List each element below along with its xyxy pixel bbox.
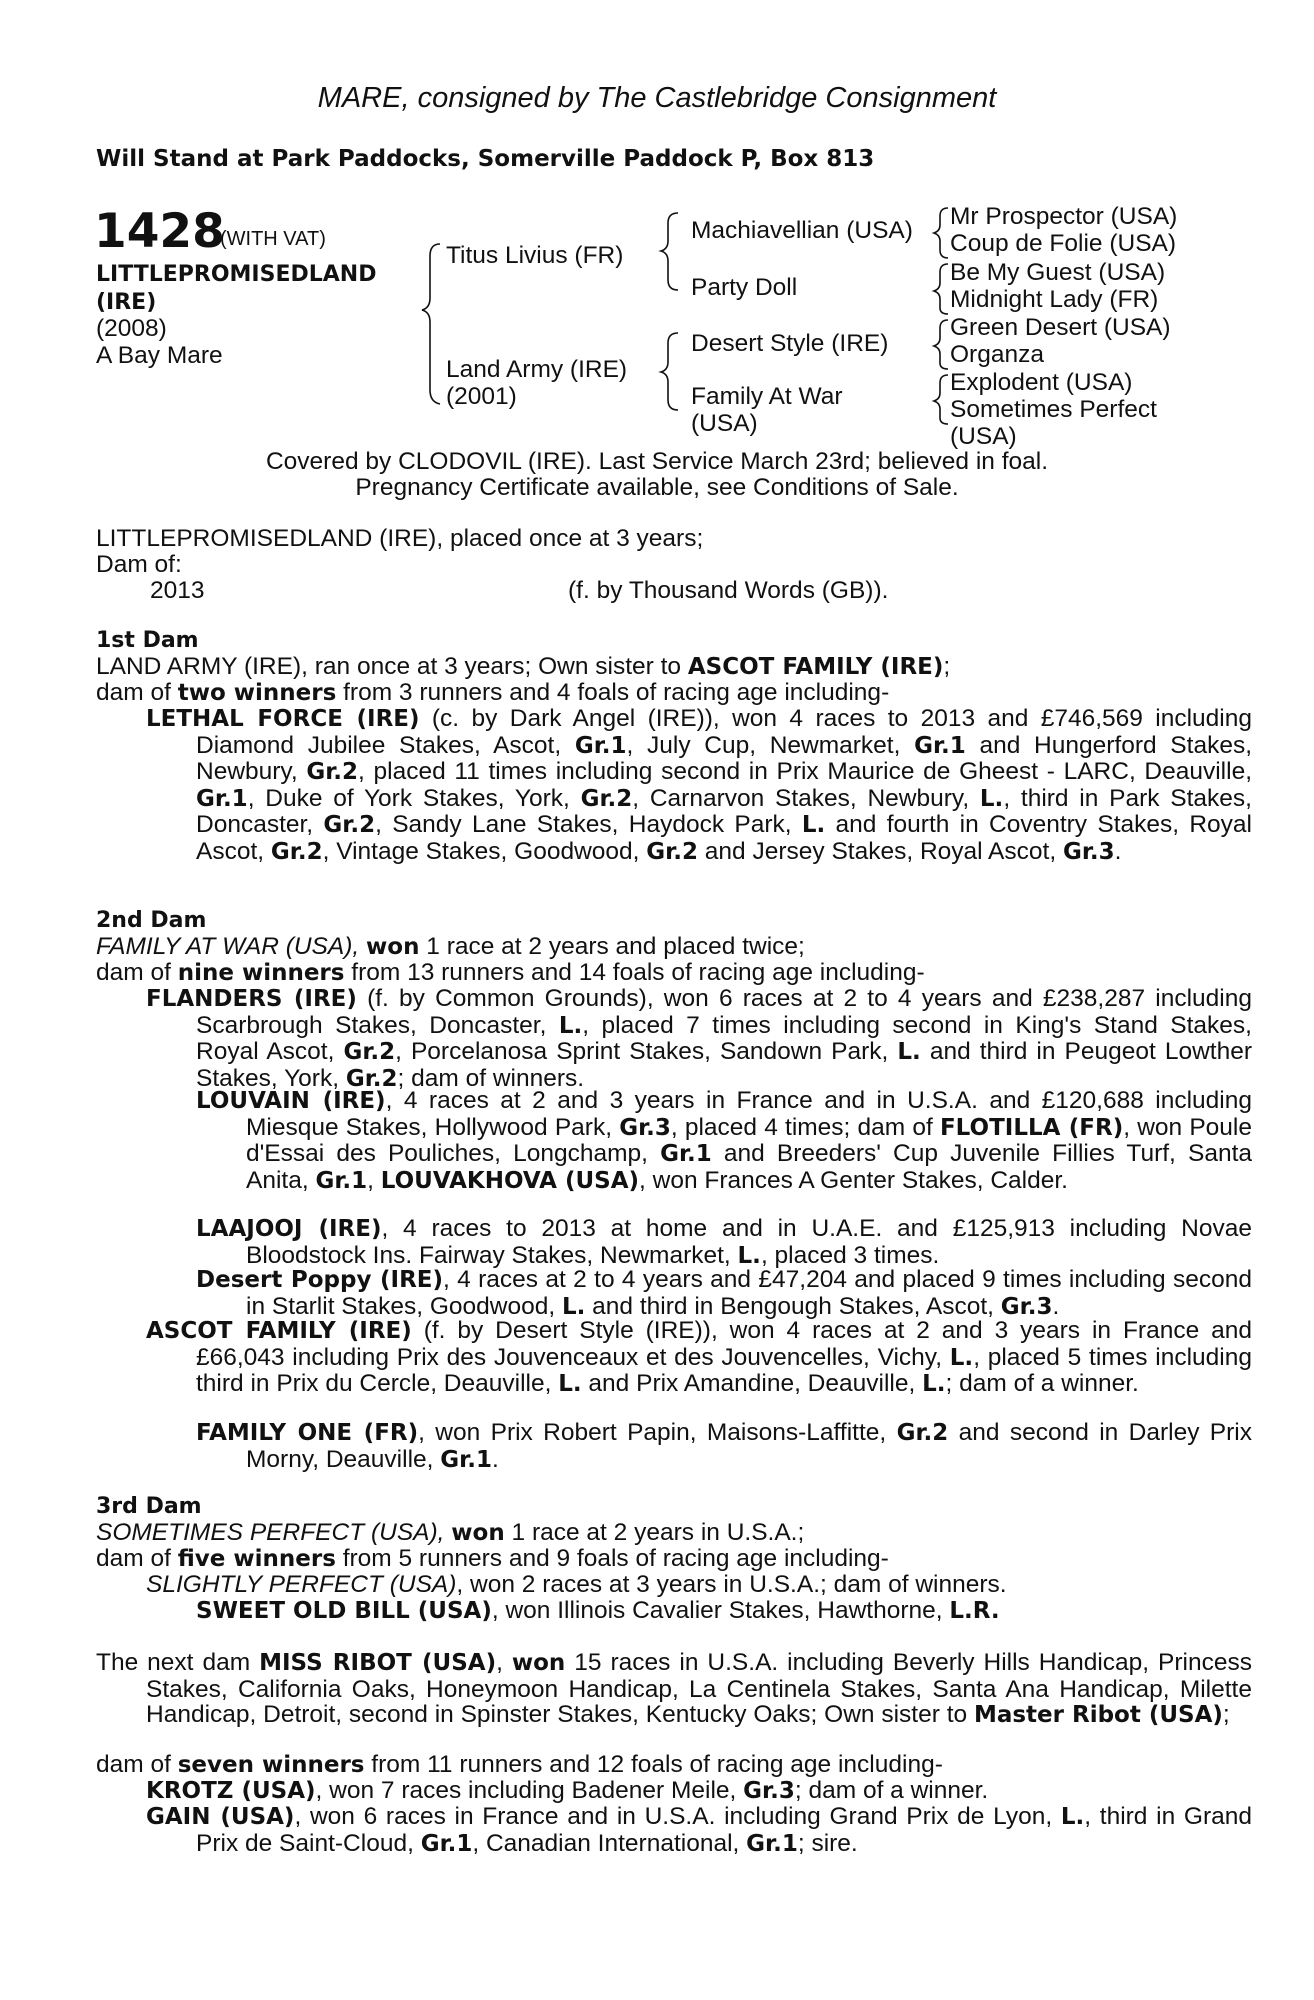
gain-entry: GAIN (USA), won 6 races in France and in U.S.A. including Grand Prix de Lyon, L., third in Grand Prix de Saint-Cloud, Gr.1, Canadian International, Gr.1; sire. bbox=[146, 1803, 1252, 1857]
gen3-7: Explodent (USA) bbox=[950, 369, 1133, 396]
first-dam-line2: dam of two winners from 3 runners and 4 foals of racing age including- bbox=[96, 679, 890, 706]
brace-g78 bbox=[934, 375, 948, 424]
page-header: MARE, consigned by The Castlebridge Consignment bbox=[317, 82, 997, 114]
third-dam-line1: SOMETIMES PERFECT (USA), won 1 race at 2 years in U.S.A.; bbox=[96, 1519, 805, 1546]
dam-dam-line1: Family At War bbox=[691, 383, 843, 410]
krotz-entry: KROTZ (USA), won 7 races including Badener Meile, Gr.3; dam of a winner. bbox=[146, 1777, 989, 1804]
brace-gen1 bbox=[422, 244, 440, 404]
family-one-entry: FAMILY ONE (FR), won Prix Robert Papin, Maisons-Laffitte, Gr.2 and second in Darley Prix Morny, Deauville, Gr.1. bbox=[196, 1419, 1252, 1473]
gen3-2: Coup de Folie (USA) bbox=[950, 230, 1177, 257]
sweet-old-bill-entry: SWEET OLD BILL (USA), won Illinois Cavalier Stakes, Hawthorne, L.R. bbox=[196, 1597, 1000, 1624]
vat-note: (WITH VAT) bbox=[220, 228, 326, 250]
gen3-4: Midnight Lady (FR) bbox=[950, 286, 1159, 313]
first-dam-title: 1st Dam bbox=[96, 628, 199, 653]
gen3-5: Green Desert (USA) bbox=[950, 314, 1171, 341]
louvain-entry: LOUVAIN (IRE), 4 races at 2 and 3 years in France and in U.S.A. and £120,688 including Miesque Stakes, Hollywood Park, Gr.3, placed 4 times; dam of FLOTILLA (FR), won Poule d'Essai des Pouliches, Longchamp, Gr.1 and Breeders' Cup Juvenile Fillies Turf, Santa Anita, Gr.1, LOUVAKHOVA (USA), won Frances A Genter Stakes, Calder. bbox=[196, 1087, 1253, 1194]
next-dam-entry: The next dam MISS RIBOT (USA), won 15 races in U.S.A. including Beverly Hills Handicap, Princess Stakes, California Oaks, Honeymoon Handicap, La Centinela Stakes, Santa Ana Handicap, Milette Handicap, Detroit, second in Spinster Stakes, Kentucky Oaks; Own sister to Master Ribot (USA); bbox=[96, 1649, 1252, 1729]
gen3-6: Organza bbox=[950, 341, 1044, 368]
stand-location: Will Stand at Park Paddocks, Somerville Paddock P, Box 813 bbox=[96, 146, 875, 172]
gen3-3: Be My Guest (USA) bbox=[950, 259, 1166, 286]
horse-name-line1: LITTLEPROMISEDLAND bbox=[96, 262, 377, 287]
gen3-8-line1: Sometimes Perfect bbox=[950, 396, 1157, 423]
dam-year: (2001) bbox=[446, 383, 517, 410]
dam-dam-line2: (USA) bbox=[691, 410, 758, 437]
sire-name: Titus Livius (FR) bbox=[446, 242, 624, 269]
dam-name: Land Army (IRE) bbox=[446, 356, 628, 383]
gen3-8-line2: (USA) bbox=[950, 423, 1017, 450]
brace-g12 bbox=[934, 208, 948, 258]
certificate-line: Pregnancy Certificate available, see Conditions of Sale. bbox=[355, 474, 959, 501]
third-dam-title: 3rd Dam bbox=[96, 1494, 202, 1519]
horse-name-line2: (IRE) bbox=[96, 290, 157, 315]
sire-dam: Party Doll bbox=[691, 274, 798, 301]
record-line1: LITTLEPROMISEDLAND (IRE), placed once at 3 years; bbox=[96, 525, 704, 552]
slightly-perfect-entry: SLIGHTLY PERFECT (USA), won 2 races at 3 years in U.S.A.; dam of winners. bbox=[146, 1571, 1007, 1598]
lethal-force-entry: LETHAL FORCE (IRE) (c. by Dark Angel (IRE)), won 4 races to 2013 and £746,569 including Diamond Jubilee Stakes, Ascot, Gr.1, July Cup, Newmarket, Gr.1 and Hungerford Stakes, Newbury, Gr.2, placed 11 times including second in Prix Maurice de Gheest - LARC, Deauville, Gr.1, Duke of York Stakes, York, Gr.2, Carnarvon Stakes, Newbury, L., third in Park Stakes, Doncaster, Gr.2, Sandy Lane Stakes, Haydock Park, L. and fourth in Coventry Stakes, Royal Ascot, Gr.2, Vintage Stakes, Goodwood, Gr.2 and Jersey Stakes, Royal Ascot, Gr.3. bbox=[146, 705, 1253, 865]
laajooj-entry: LAAJOOJ (IRE), 4 races to 2013 at home and in U.A.E. and £125,913 including Novae Bloodstock Ins. Fairway Stakes, Newmarket, L., placed 3 times. bbox=[196, 1215, 1252, 1269]
sire-sire: Machiavellian (USA) bbox=[691, 217, 913, 244]
second-dam-line1: FAMILY AT WAR (USA), won 1 race at 2 years and placed twice; bbox=[96, 933, 805, 960]
brace-g34 bbox=[934, 264, 948, 314]
foal-year: 2013 bbox=[150, 577, 205, 604]
gen3-1: Mr Prospector (USA) bbox=[950, 203, 1178, 230]
foal-details: (f. by Thousand Words (GB)). bbox=[568, 577, 889, 604]
second-dam-title: 2nd Dam bbox=[96, 908, 207, 933]
third-dam-line2: dam of five winners from 5 runners and 9 foals of racing age including- bbox=[96, 1545, 889, 1572]
ascot-family-entry: ASCOT FAMILY (IRE) (f. by Desert Style (IRE)), won 4 races at 2 and 3 years in France and £66,043 including Prix des Jouvenceaux et des Jouvencelles, Vichy, L., placed 5 times including third in Prix du Cercle, Deauville, L. and Prix Amandine, Deauville, L.; dam of a winner. bbox=[146, 1317, 1252, 1398]
record-line2: Dam of: bbox=[96, 551, 182, 578]
second-dam-line2: dam of nine winners from 13 runners and 14 foals of racing age including- bbox=[96, 959, 925, 986]
brace-g56 bbox=[934, 320, 948, 369]
brace-sire bbox=[661, 213, 678, 290]
horse-description: A Bay Mare bbox=[96, 342, 223, 369]
covered-line: Covered by CLODOVIL (IRE). Last Service March 23rd; believed in foal. bbox=[265, 448, 1049, 475]
brace-dam bbox=[661, 333, 678, 410]
horse-year: (2008) bbox=[96, 315, 167, 342]
flanders-entry: FLANDERS (IRE) (f. by Common Grounds), won 6 races at 2 to 4 years and £238,287 including Scarbrough Stakes, Doncaster, L., placed 7 times including second in King's Stand Stakes, Royal Ascot, Gr.2, Porcelanosa Sprint Stakes, Sandown Park, L. and third in Peugeot Lowther Stakes, York, Gr.2; dam of winners. bbox=[146, 985, 1252, 1092]
lot-number: 1428 bbox=[94, 204, 225, 259]
desert-poppy-entry: Desert Poppy (IRE), 4 races at 2 to 4 years and £47,204 and placed 9 times including second in Starlit Stakes, Goodwood, L. and third in Bengough Stakes, Ascot, Gr.3. bbox=[196, 1266, 1252, 1320]
next-dam-line2: dam of seven winners from 11 runners and 12 foals of racing age including- bbox=[96, 1751, 943, 1778]
dam-sire: Desert Style (IRE) bbox=[691, 330, 889, 357]
first-dam-line1: LAND ARMY (IRE), ran once at 3 years; Own sister to ASCOT FAMILY (IRE); bbox=[96, 653, 951, 680]
